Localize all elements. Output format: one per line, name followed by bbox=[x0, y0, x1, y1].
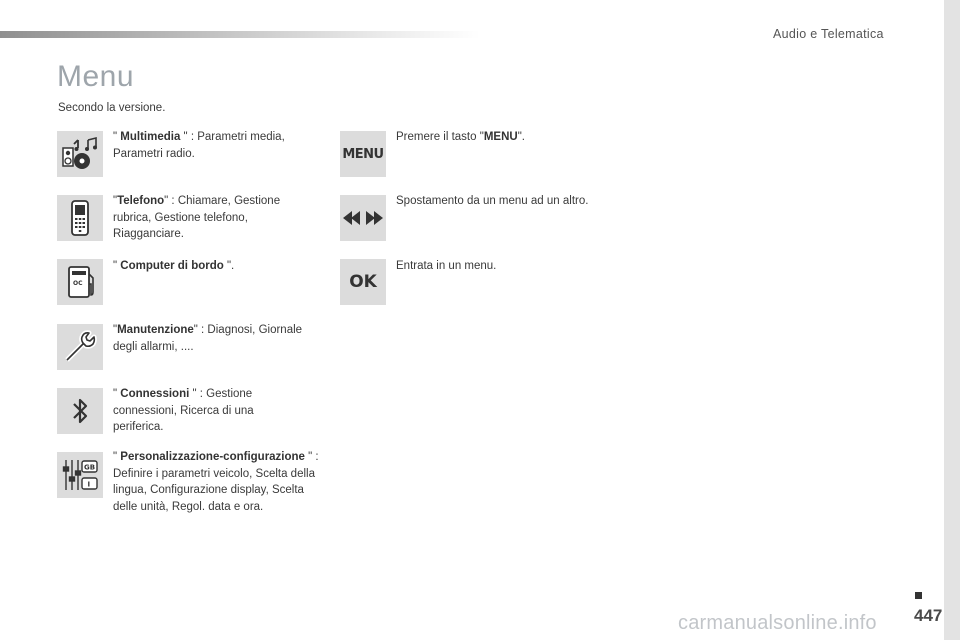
header-bar bbox=[0, 31, 480, 38]
ok-button-icon: OK bbox=[340, 259, 386, 305]
arrows-left-right-icon bbox=[340, 195, 386, 241]
section-title: Audio e Telematica bbox=[773, 27, 884, 41]
page-number: 447 bbox=[914, 606, 943, 625]
menu-item-label: Manutenzione bbox=[117, 324, 194, 336]
menu-item-telefono: "Telefono" : Chiamare, Gestione rubrica, Gestione telefono, Riagganciare. bbox=[113, 195, 281, 240]
svg-text:I: I bbox=[87, 480, 91, 489]
menu-item-multimedia: " Multimedia " : Parametri media, Parametri radio. bbox=[113, 131, 285, 160]
menu-item-label: Personalizzazione-configurazione bbox=[120, 451, 305, 463]
multimedia-icon bbox=[57, 131, 103, 177]
page-subtitle: Secondo la versione. bbox=[58, 102, 166, 114]
menu-item-label: Telefono bbox=[117, 195, 165, 207]
menu-item-computer-di-bordo: " Computer di bordo ". bbox=[113, 260, 235, 272]
page-marker bbox=[915, 592, 922, 599]
telephone-icon bbox=[57, 195, 103, 241]
bluetooth-icon bbox=[57, 388, 103, 434]
menu-button-icon: MENU bbox=[340, 131, 386, 177]
menu-item-label: Connessioni bbox=[120, 388, 190, 400]
control-ok-desc: Entrata in un menu. bbox=[396, 260, 497, 272]
menu-item-label: Computer di bordo bbox=[120, 260, 224, 272]
page-edge-strip bbox=[944, 0, 960, 640]
control-menu-desc: Premere il tasto "MENU". bbox=[396, 131, 525, 143]
svg-text:OC: OC bbox=[73, 280, 83, 287]
watermark: carmanualsonline.info bbox=[678, 612, 877, 634]
menu-item-personalizzazione: " Personalizzazione-configurazione " : Definire i parametri veicolo, Scelta della lingua, Configurazione display, Scelta delle unità, Regol. data e ora. bbox=[113, 451, 319, 513]
maintenance-wrench-icon bbox=[57, 324, 103, 370]
menu-item-manutenzione: "Manutenzione" : Diagnosi, Giornale degli allarmi, .... bbox=[113, 324, 303, 353]
menu-item-label: Multimedia bbox=[120, 131, 181, 143]
settings-sliders-icon bbox=[57, 452, 103, 498]
page-title: Menu bbox=[57, 60, 135, 93]
trip-computer-icon bbox=[57, 259, 103, 305]
svg-text:GB: GB bbox=[84, 463, 96, 472]
control-arrows-desc: Spostamento da un menu ad un altro. bbox=[396, 195, 589, 207]
menu-item-connessioni: " Connessioni " : Gestione connessioni, Ricerca di una periferica. bbox=[113, 388, 254, 433]
